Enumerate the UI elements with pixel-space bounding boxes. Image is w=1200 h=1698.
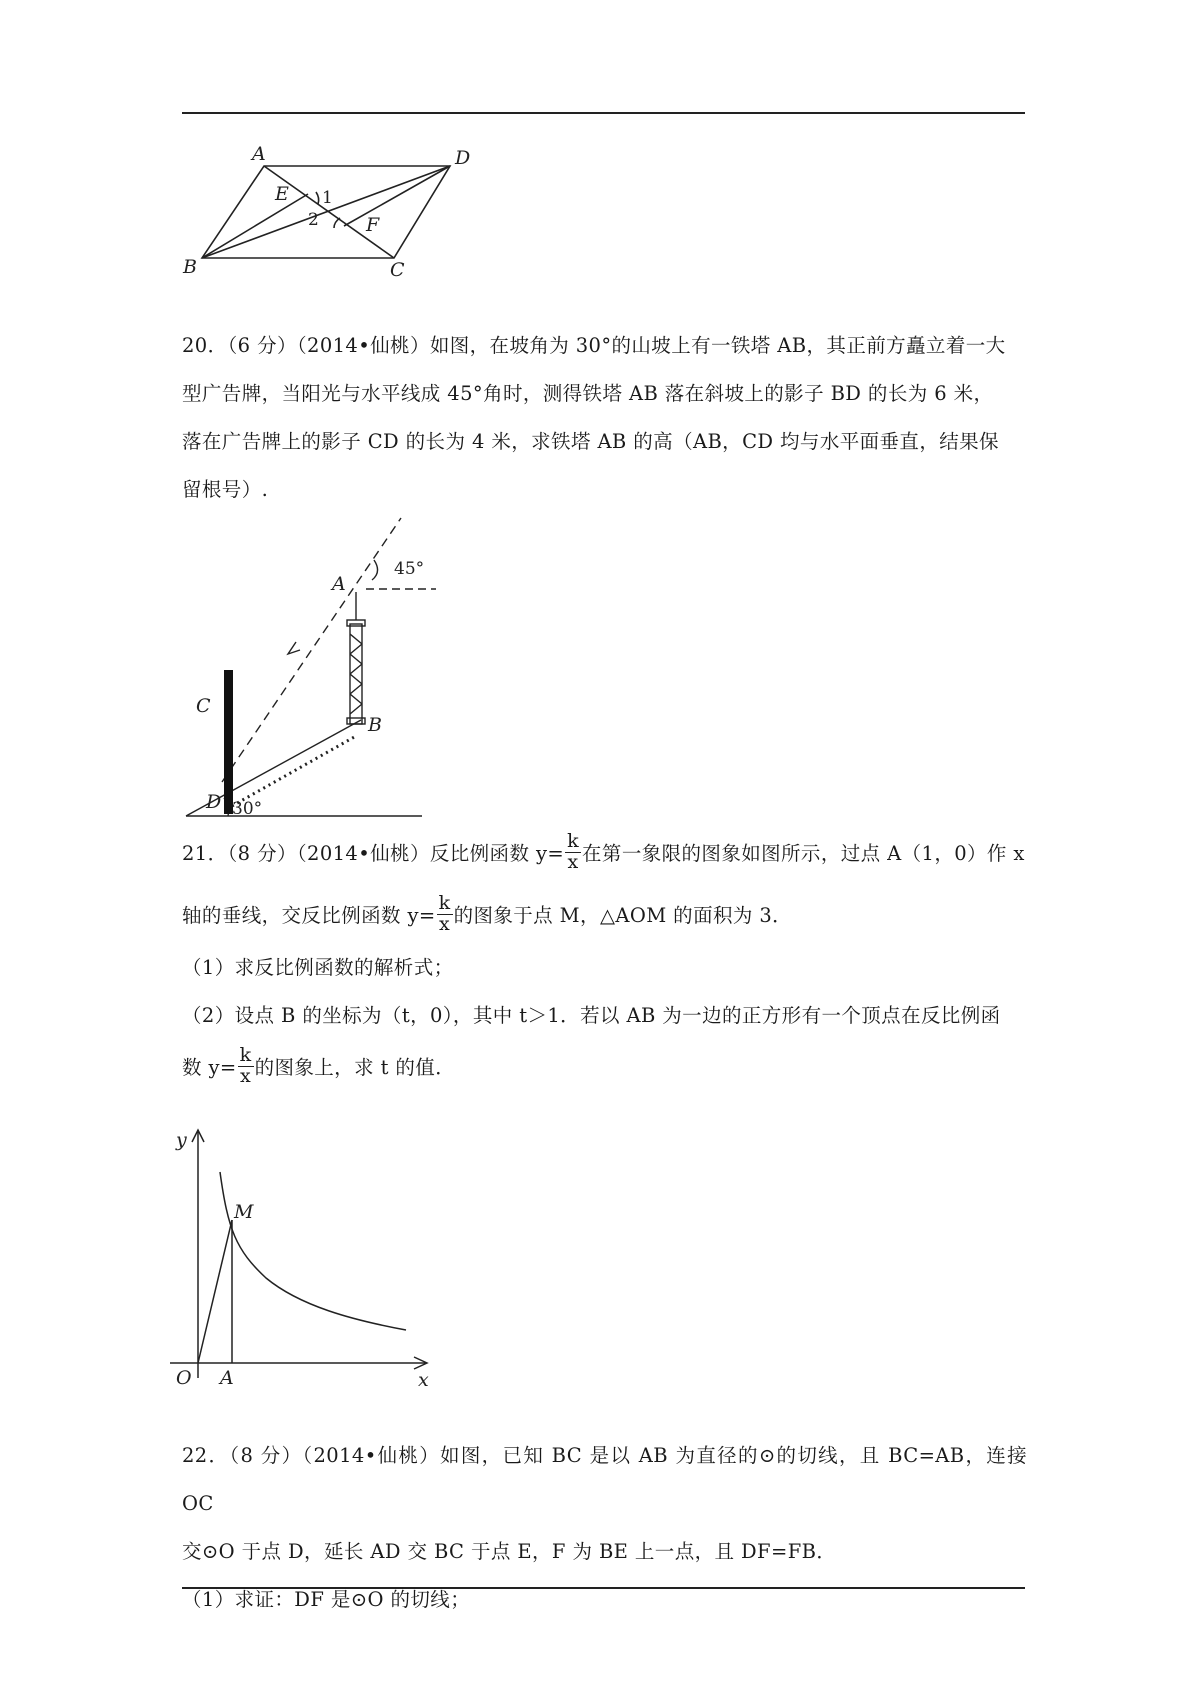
label-e: E [275, 183, 289, 205]
label-d: D [206, 791, 222, 813]
inverse-function-graph [170, 1120, 450, 1390]
segment-df [344, 166, 450, 226]
label-b: B [183, 256, 197, 278]
label-c: C [390, 259, 405, 280]
fraction-denominator: x [240, 1065, 252, 1087]
q21-line1-post: 在第一象限的图象如图所示，过点 A（1，0）作 x [582, 842, 1025, 865]
q21-line1-pre: 21．（8 分）（2014•仙桃）反比例函数 y= [182, 842, 565, 865]
q21-line: （1）求反比例函数的解析式； [182, 956, 454, 979]
billboard-cd [224, 670, 233, 814]
segment-om [198, 1220, 232, 1363]
q21-line [182, 1044, 1027, 1092]
label-a: A [220, 1367, 234, 1389]
fraction-k-over-x [437, 894, 453, 935]
label-a: A [332, 573, 346, 595]
fraction-k-over-x [565, 832, 581, 873]
q22-line: 22．（8 分）（2014•仙桃）如图，已知 BC 是以 AB 为直径的⊙的切线，且 BC=AB，连接 OC [182, 1444, 1027, 1515]
angle-45-arc [372, 560, 378, 580]
diagonal-ac [264, 166, 394, 258]
diagonal-bd [202, 166, 450, 258]
tower-shadow-bd [232, 736, 356, 806]
question-22-text [182, 1432, 1027, 1624]
fraction-numerator: k [438, 892, 451, 915]
fraction-numerator: k [239, 1044, 252, 1067]
label-c: C [196, 695, 211, 717]
segment-be [202, 194, 308, 258]
label-angle-45: 45° [394, 559, 425, 579]
header-rule [182, 112, 1025, 114]
q21-line [182, 830, 1027, 878]
q20-line: 20．（6 分）（2014•仙桃）如图，在坡角为 30°的山坡上有一铁塔 AB，其正前方矗立着一大 [182, 334, 1006, 357]
question-20-text [182, 322, 1027, 514]
q20-line: 留根号）. [182, 478, 269, 501]
label-b: B [368, 714, 382, 736]
label-f: F [366, 214, 380, 236]
label-angle1: 1 [322, 188, 333, 208]
label-angle2: 2 [308, 210, 319, 230]
q21-line [182, 892, 1027, 940]
label-d: D [455, 147, 471, 169]
tower-ab [347, 592, 365, 724]
fraction-numerator: k [567, 830, 580, 853]
label-angle-30: 30° [232, 799, 263, 819]
sunlight-ray [222, 518, 401, 782]
q21-line5-post: 的图象上，求 t 的值． [254, 1056, 456, 1079]
ray-arrow-icon [288, 642, 300, 654]
q21-line5-pre: 数 y= [182, 1056, 237, 1079]
hyperbola-curve [220, 1172, 406, 1330]
fraction-denominator: x [439, 913, 451, 935]
tower-slope-figure [180, 510, 480, 820]
label-x: x [418, 1369, 429, 1390]
fraction-denominator: x [567, 851, 579, 873]
q21-line: （2）设点 B 的坐标为（t，0），其中 t＞1．若以 AB 为一边的正方形有一个顶点在反比例函 [182, 1004, 1001, 1027]
q21-line2-post: 的图象于点 M，△AOM 的面积为 3． [453, 904, 793, 927]
label-m: M [234, 1201, 254, 1223]
q22-line: （1）求证：DF 是⊙O 的切线； [182, 1588, 471, 1611]
q20-line: 型广告牌，当阳光与水平线成 45°角时，测得铁塔 AB 落在斜坡上的影子 BD 的长为 6 米， [182, 382, 994, 405]
label-y: y [176, 1129, 187, 1151]
parallelogram-figure [180, 140, 480, 280]
q22-line: 交⊙O 于点 D，延长 AD 交 BC 于点 E，F 为 BE 上一点，且 DF=FB． [182, 1540, 837, 1563]
angle2-arc [334, 218, 340, 228]
q20-line: 落在广告牌上的影子 CD 的长为 4 米，求铁塔 AB 的高（AB，CD 均与水平面垂直，结果保 [182, 430, 999, 453]
label-a: A [252, 143, 266, 165]
q21-line2-pre: 轴的垂线，交反比例函数 y= [182, 904, 436, 927]
question-21-text [182, 830, 1027, 1092]
fraction-k-over-x [238, 1046, 254, 1087]
label-o: O [176, 1367, 192, 1389]
